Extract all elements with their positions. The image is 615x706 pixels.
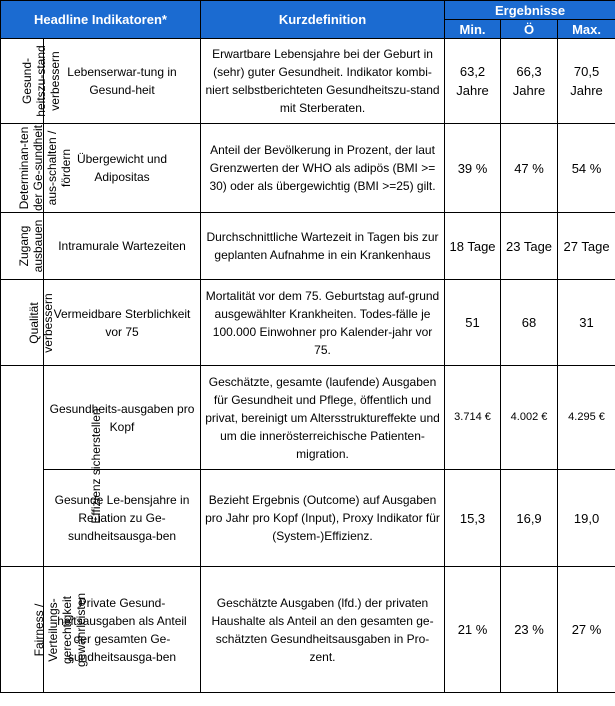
indicator-definition: Mortalität vor dem 75. Geburtstag auf-grund ausgewählter Krankheiten. Todes-fälle je 100.000 Einwohner pro Kalender-jahr vor 75. xyxy=(201,280,445,366)
value-avg: 47 % xyxy=(501,124,558,213)
indicator-definition: Geschätzte, gesamte (laufende) Ausgaben für Gesundheit und Pflege, öffentlich und privat, bereinigt um Altersstruktureffekte und um die innerösterreichische Patienten-migration. xyxy=(201,366,445,470)
value-avg: 23 Tage xyxy=(501,213,558,280)
value-min: 63,2 Jahre xyxy=(445,39,501,124)
value-min: 15,3 xyxy=(445,470,501,567)
category-efficiency: Effizienz sicherstellen xyxy=(1,366,44,567)
table-row xyxy=(1,213,615,280)
table-row xyxy=(1,280,615,366)
header-max: Max. xyxy=(558,20,615,39)
value-max: 4.295 € xyxy=(558,366,615,470)
indicator-name: Übergewicht und Adipositas xyxy=(44,124,201,213)
header-definition: Kurzdefinition xyxy=(201,1,445,39)
indicator-name: Gesundheits-ausgaben pro Kopf xyxy=(44,366,201,470)
value-max: 70,5 Jahre xyxy=(558,39,615,124)
category-determinants: Determinan-ten der Ge-sundheit aus-schalten / fördern xyxy=(1,124,44,213)
value-min: 21 % xyxy=(445,567,501,693)
table-row xyxy=(1,39,615,124)
indicator-name: Intramurale Wartezeiten xyxy=(44,213,201,280)
value-max: 27 Tage xyxy=(558,213,615,280)
value-avg: 23 % xyxy=(501,567,558,693)
value-avg: 66,3 Jahre xyxy=(501,39,558,124)
indicator-name: Vermeidbare Sterblichkeit vor 75 xyxy=(44,280,201,366)
indicator-definition: Erwartbare Lebensjahre bei der Geburt in (sehr) guter Gesundheit. Indikator kombi-niert selbstberichteten Gesundheitszu-stand mit Sterberaten. xyxy=(201,39,445,124)
value-min: 3.714 € xyxy=(445,366,501,470)
value-avg: 4.002 € xyxy=(501,366,558,470)
indicator-name: Gesunde Le-bensjahre in Re-lation zu Ge-sundheitsausga-ben xyxy=(44,470,201,567)
indicator-definition: Anteil der Bevölkerung in Prozent, der laut Grenzwerten der WHO als adipös (BMI >= 30) oder als übergewichtig (BMI >=25) gilt. xyxy=(201,124,445,213)
value-max: 27 % xyxy=(558,567,615,693)
category-fairness: Fairness / Verteilungs-gerechtigkeit gewährleisten xyxy=(1,567,44,693)
category-health-status: Gesund-heitszu-stand verbessern xyxy=(1,39,44,124)
category-quality: Qualität verbessern xyxy=(1,280,44,366)
value-max: 31 xyxy=(558,280,615,366)
indicator-name: Lebenserwar-tung in Gesund-heit xyxy=(44,39,201,124)
value-min: 39 % xyxy=(445,124,501,213)
value-min: 51 xyxy=(445,280,501,366)
indicator-name: Private Gesund-heitsausgaben als Anteil der gesamten Ge-sundheitsausga-ben xyxy=(44,567,201,693)
indicator-definition: Bezieht Ergebnis (Outcome) auf Ausgaben pro Jahr pro Kopf (Input), Proxy Indikator für (System-)Effizienz. xyxy=(201,470,445,567)
value-avg: 68 xyxy=(501,280,558,366)
header-avg: Ö xyxy=(501,20,558,39)
header-results: Ergebnisse xyxy=(445,1,615,20)
header-indicators: Headline Indikatoren* xyxy=(1,1,201,39)
header-min: Min. xyxy=(445,20,501,39)
value-avg: 16,9 xyxy=(501,470,558,567)
indicator-definition: Geschätzte Ausgaben (lfd.) der privaten Haushalte als Anteil an den gesamten ge-schätzten Gesundheitsausgaben in Pro-zent. xyxy=(201,567,445,693)
category-access: Zugang ausbauen xyxy=(1,213,44,280)
table-row xyxy=(1,366,615,470)
table-row xyxy=(1,567,615,693)
table-row xyxy=(1,124,615,213)
value-max: 54 % xyxy=(558,124,615,213)
indicator-definition: Durchschnittliche Wartezeit in Tagen bis zur geplanten Aufnahme in ein Krankenhaus xyxy=(201,213,445,280)
value-max: 19,0 xyxy=(558,470,615,567)
value-min: 18 Tage xyxy=(445,213,501,280)
